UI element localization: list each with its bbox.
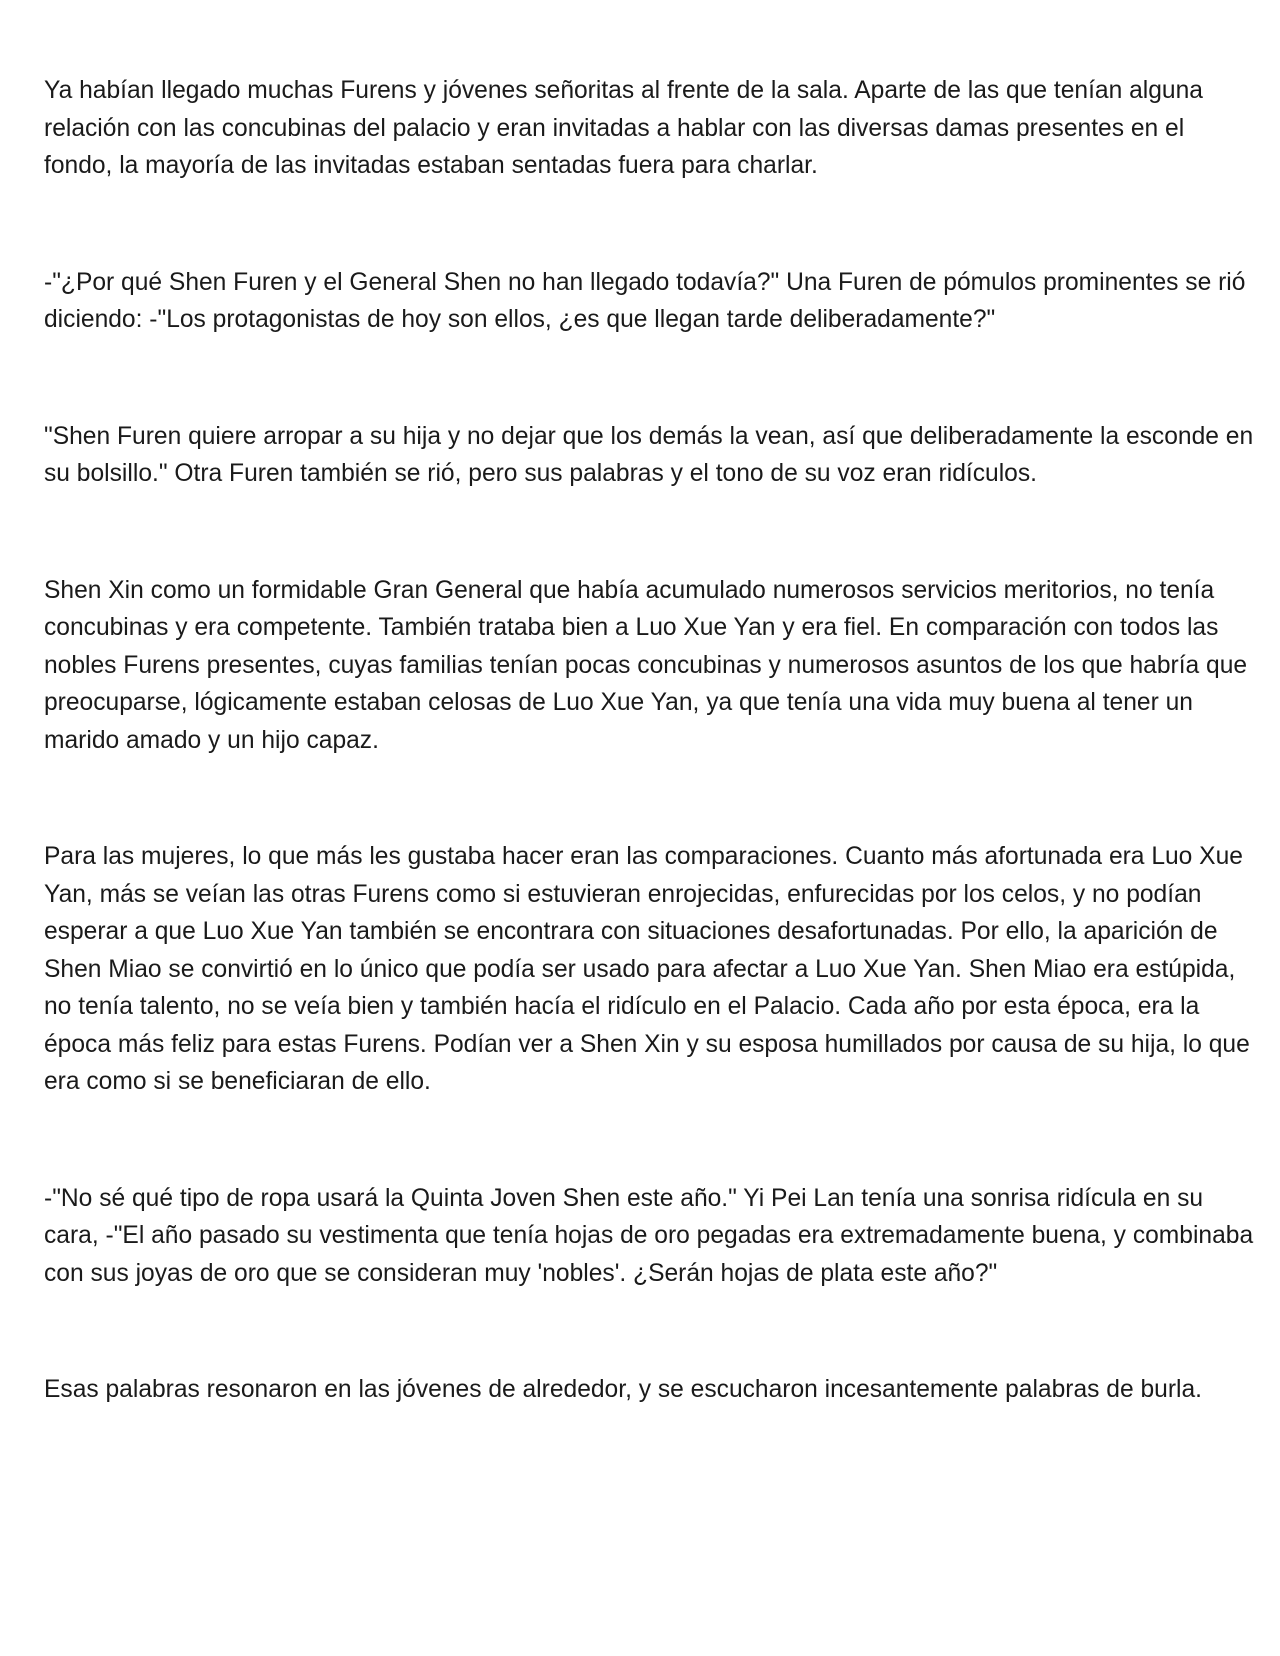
paragraph-2: -"¿Por qué Shen Furen y el General Shen no han llegado todavía?" Una Furen de pómulos prominentes se rió diciendo: -"Los protagonistas de hoy son ellos, ¿es que llegan tarde deliberadamente?" xyxy=(44,268,1246,333)
paragraph-4: Shen Xin como un formidable Gran General que había acumulado numerosos servicios meritorios, no tenía concubinas y era competente. También trataba bien a Luo Xue Yan y era fiel. En comparación con todos las nobles Furens presentes, cuyas familias tenían pocas concubinas y numerosos asuntos de los que habría que preocuparse, lógicamente estaban celosas de Luo Xue Yan, ya que tenía una vida muy buena al tener un marido amado y un hijo capaz. xyxy=(44,576,1248,754)
paragraph-3: "Shen Furen quiere arropar a su hija y no dejar que los demás la vean, así que deliberadamente la esconde en su bolsillo." Otra Furen también se rió, pero sus palabras y el tono de su voz eran ridículos. xyxy=(44,422,1254,487)
paragraph-5: Para las mujeres, lo que más les gustaba hacer eran las comparaciones. Cuanto más afortunada era Luo Xue Yan, más se veían las otras Furens como si estuvieran enrojecidas, enfurecidas por los celos, y no podían esperar a que Luo Xue Yan también se encontrara con situaciones desafortunadas. Por ello, la aparición de Shen Miao se convirtió en lo único que podía ser usado para afectar a Luo Xue Yan. Shen Miao era estúpida, no tenía talento, no se veía bien y también hacía el ridículo en el Palacio. Cada año por esta época, era la época más feliz para estas Furens. Podían ver a Shen Xin y su esposa humillados por causa de su hija, lo que era como si se beneficiaran de ello. xyxy=(44,843,1250,1095)
paragraph-1: Ya habían llegado muchas Furens y jóvenes señoritas al frente de la sala. Aparte de las que tenían alguna relación con las concubinas del palacio y eran invitadas a hablar con las diversas damas presentes en el fondo, la mayoría de las invitadas estaban sentadas fuera para charlar. xyxy=(44,77,1203,179)
text-column xyxy=(44,72,1254,1409)
paragraph-6: -"No sé qué tipo de ropa usará la Quinta Joven Shen este año." Yi Pei Lan tenía una sonrisa ridícula en su cara, -"El año pasado su vestimenta que tenía hojas de oro pegadas era extremadamente buena, y combinaba con sus joyas de oro que se consideran muy 'nobles'. ¿Serán hojas de plata este año?" xyxy=(44,1184,1254,1287)
paragraph-7: Esas palabras resonaron en las jóvenes de alrededor, y se escucharon incesantemente palabras de burla. xyxy=(44,1376,1202,1403)
